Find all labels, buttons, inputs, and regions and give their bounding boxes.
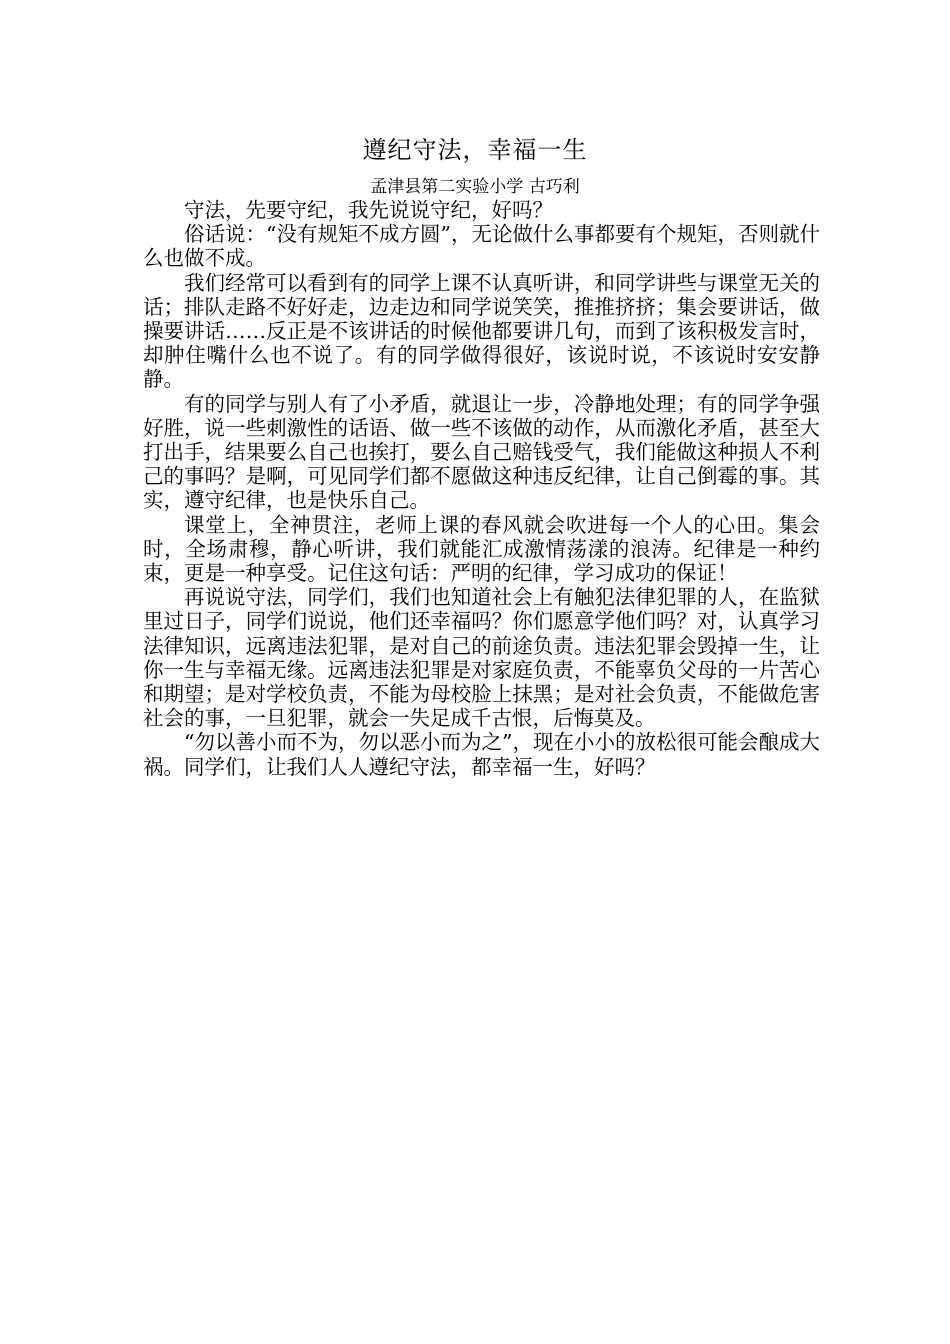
paragraph-4: 有的同学与别人有了小矛盾，就退让一步，冷静地处理；有的同学争强好胜，说一些刺激性的话语、做一些不该做的动作，从而激化矛盾，甚至大打出手，结果要么自己也挨打，要么自己赔钱受气，我们能做这种损人不利己的事吗？是啊，可见同学们都不愿做这种违反纪律，让自己倒霉的事。其实，遵守纪律，也是快乐自己。: [143, 391, 820, 513]
paragraph-5: 课堂上，全神贯注，老师上课的春风就会吹进每一个人的心田。集会时，全场肃穆，静心听讲，我们就能汇成激情荡漾的浪涛。纪律是一种约束，更是一种享受。记住这句话：严明的纪律，学习成功的保证！: [143, 512, 820, 586]
paragraph-1: 守法，先要守纪，我先说说守纪，好吗？: [184, 198, 553, 222]
document-body: [143, 198, 820, 779]
paragraph-6: 再说说守法，同学们，我们也知道社会上有触犯法律犯罪的人，在监狱里过日子，同学们说说，他们还幸福吗？你们愿意学他们吗？对，认真学习法律知识，远离违法犯罪，是对自己的前途负责。违法犯罪会毁掉一生，让你一生与幸福无缘。远离违法犯罪是对家庭负责，不能辜负父母的一片苦心和期望；是对学校负责，不能为母校脸上抹黑；是对社会负责，不能做危害社会的事，一旦犯罪，就会一失足成千古恨，后悔莫及。: [143, 585, 820, 731]
paragraph-2: 俗话说：“没有规矩不成方圆”，无论做什么事都要有个规矩，否则就什么也做不成。: [143, 222, 820, 271]
paragraph-7: “勿以善小而不为，勿以恶小而为之”，现在小小的放松很可能会酿成大祸。同学们，让我们人人遵纪守法，都幸福一生，好吗？: [143, 730, 820, 779]
document-title: 遵纪守法，幸福一生: [362, 136, 588, 164]
author-byline: 孟津县第二实验小学 古巧利: [370, 177, 580, 197]
paragraph-3: 我们经常可以看到有的同学上课不认真听讲，和同学讲些与课堂无关的话；排队走路不好好走，边走边和同学说笑笑，推推挤挤；集会要讲话，做操要讲话……反正是不该讲话的时候他都要讲几句，而到了该积极发言时，却肿住嘴什么也不说了。有的同学做得很好，该说时说，不该说时安安静静。: [143, 270, 820, 392]
